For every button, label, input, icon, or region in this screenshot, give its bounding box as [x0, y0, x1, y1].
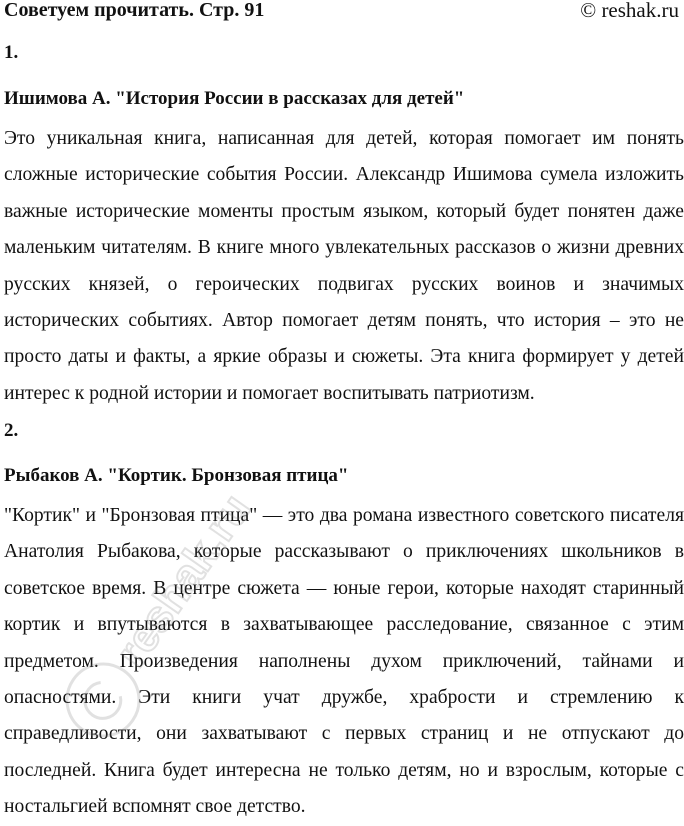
section-1-paragraph: Это уникальная книга, написанная для детей, которая помогает им понять сложные исторические события России. Александр Ишимова сумела изложить важные исторические моменты простым языком, который будет понятен даже маленьким читателям. В книге много увлекательных рассказов о жизни древних русских князей, о героических подвигах русских воинов и значимых исторических событиях. Автор помогает детям понять, что история – это не просто даты и факты, а яркие образы и сюжеты. Эта книга формирует у детей интерес к родной истории и помогает воспитывать патриотизм. [4, 128, 684, 404]
section-2-book-title: Рыбаков А. "Кортик. Бронзовая птица" [4, 465, 349, 486]
page-header-title: Советуем прочитать. Стр. 91 [4, 0, 265, 21]
section-1-number: 1. [4, 42, 19, 63]
site-credit: © reshak.ru [580, 0, 679, 22]
section-2-number: 2. [4, 420, 19, 441]
svg-text:reshak.ru: reshak.ru [106, 485, 261, 676]
section-2-paragraph: "Кортик" и "Бронзовая птица" — это два романа известного советского писателя Анатолия Рыбакова, которые рассказывают о приключениях школьников в советское время. В центре сюжета — юные герои, которые находят старинный кортик и впутываются в захватывающее расследование, связанное с этим предметом. Произведения наполнены духом приключений, тайнами и опасностями. Эти книги учат дружбе, храбрости и стремлению к справедливости, они захватывают с первых страниц и не отпускают до последней. Книга будет интересна не только детям, но и взрослым, которые с ностальгией вспомнят свое детство. [4, 505, 684, 818]
section-1-book-title: Ишимова А. "История России в рассказах для детей" [4, 88, 465, 109]
